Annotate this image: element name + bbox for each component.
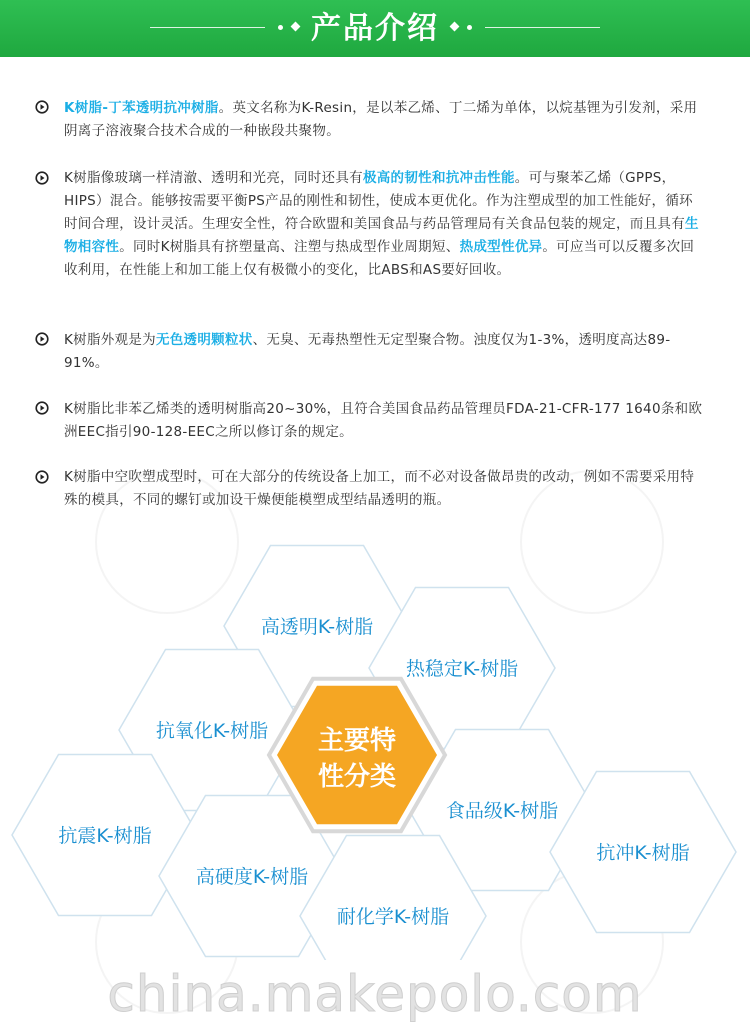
hexagon-label: 抗氧化K-树脂 (155, 720, 269, 742)
hexagon-label: 耐化学K-树脂 (336, 906, 450, 928)
body-text: 。同时K树脂具有挤塑量高、注塑与热成型作业周期短、 (119, 239, 460, 255)
footer-watermark: china.makepolo.com (107, 965, 643, 1023)
core-label-line: 主要特 (317, 726, 397, 756)
core-label-line: 性分类 (317, 762, 397, 792)
circle-play-icon (35, 171, 49, 185)
hexagon-label: 热稳定K-树脂 (405, 658, 519, 680)
section-header-banner (0, 0, 750, 57)
paragraph-3 (64, 329, 704, 375)
hexagon-label: 抗冲K-树脂 (596, 842, 690, 864)
highlight-text: 热成型性优异 (459, 239, 543, 255)
circle-play-icon (35, 470, 49, 484)
hexagon-label: 高透明K-树脂 (260, 616, 374, 638)
hexagon-label: 食品级K-树脂 (445, 800, 559, 822)
body-text: 、无臭、无毒热塑性无定型聚合物。浊度仅为1-3%，透明度高达89-91%。 (64, 332, 671, 371)
body-text: 。可应当可以反覆多次回收利用，在性能上和加工能上仅有极微小的变化，比ABS和AS要好回收。 (64, 239, 695, 278)
circle-play-icon (35, 100, 49, 114)
highlight-text: 极高的韧性和抗冲击性能 (362, 170, 515, 186)
paragraph-2 (64, 167, 704, 282)
circle-play-icon (35, 332, 49, 346)
hexagon-label: 高硬度K-树脂 (195, 866, 309, 888)
highlight-text: 生物相容性 (64, 216, 699, 255)
paragraph-4 (64, 398, 704, 444)
section-title: 产品介绍 (311, 11, 439, 46)
highlight-text: K树脂-丁苯透明抗冲树脂 (64, 100, 219, 116)
body-text: K树脂中空吹塑成型时，可在大部分的传统设备上加工，而不必对设备做昂贵的改动，例如不需要采用特殊的模具，不同的螺钉或加设干燥便能模塑成型结晶透明的瓶。 (64, 469, 695, 508)
body-text: 。可与聚苯乙烯（GPPS，HIPS）混合。能够按需要平衡PS产品的刚性和韧性，使成本更优化。作为注塑成型的加工性能好，循环时间合理，设计灵活。生理安全性，符合欧盟和美国食品与药品管理局有关食品包装的规定，而且具有 (64, 170, 693, 232)
body-text: K树脂比非苯乙烯类的透明树脂高20~30%，且符合美国食品药品管理员FDA-21-CFR-177 1640条和欧洲EEC指引90-128-EEC之所以修订条的规定。 (64, 401, 703, 440)
paragraph-1 (64, 97, 704, 143)
circle-play-icon (35, 401, 49, 415)
hexagon-label: 抗震K-树脂 (58, 825, 152, 847)
feature-hexagon-diagram (0, 540, 750, 960)
body-text: 。英文名称为K-Resin，是以苯乙烯、丁二烯为单体，以烷基锂为引发剂，采用阴离子溶液聚合技术合成的一种嵌段共聚物。 (64, 100, 698, 139)
body-text: K树脂像玻璃一样清澈、透明和光亮，同时还具有 (64, 170, 363, 186)
paragraph-5 (64, 466, 704, 512)
highlight-text: 无色透明颗粒状 (155, 332, 253, 348)
body-text: K树脂外观是为 (64, 332, 156, 348)
